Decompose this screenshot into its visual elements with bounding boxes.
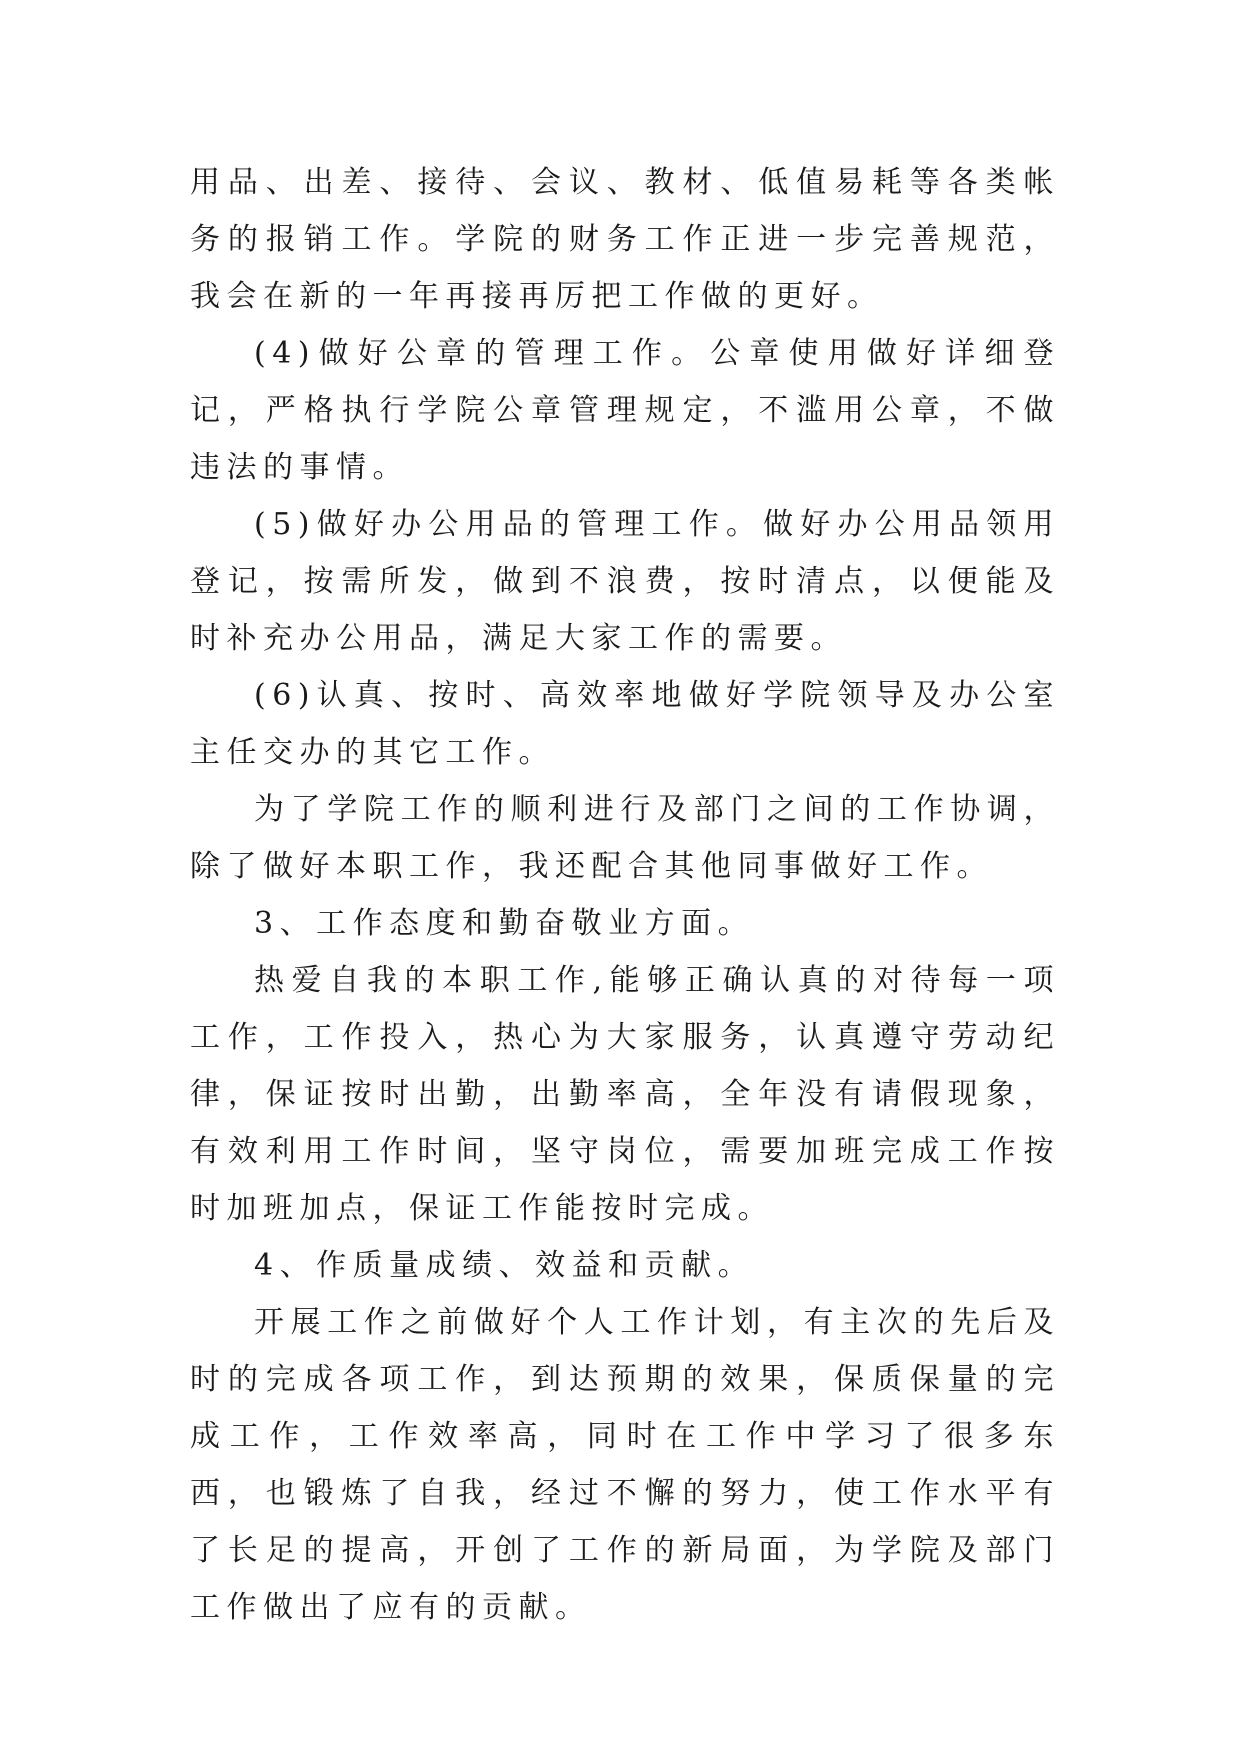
section-heading-contribution: 4、作质量成绩、效益和贡献。 xyxy=(254,1248,755,1283)
paragraph-reimbursement: 用品、出差、接待、会议、教材、低值易耗等各类帐务的报销工作。学院的财务工作正进一步完善规范，我会在新的一年再接再厉把工作做的更好。 xyxy=(190,165,1060,314)
paragraph-contribution: 开展工作之前做好个人工作计划，有主次的先后及时的完成各项工作，到达预期的效果，保质保量的完成工作，工作效率高，同时在工作中学习了很多东西，也锻炼了自我，经过不懈的努力，使工作水平有了长足的提高，开创了工作的新局面，为学院及部门工作做出了应有的贡献。 xyxy=(190,1305,1060,1625)
paragraph-cooperation: 为了学院工作的顺利进行及部门之间的工作协调，除了做好本职工作，我还配合其他同事做好工作。 xyxy=(190,792,1060,884)
paragraph-office-supplies: (5)做好办公用品的管理工作。做好办公用品领用登记，按需所发，做到不浪费，按时清点，以便能及时补充办公用品，满足大家工作的需要。 xyxy=(190,507,1060,656)
document-body xyxy=(190,154,1060,1636)
paragraph-seal-management: (4)做好公章的管理工作。公章使用做好详细登记，严格执行学院公章管理规定，不滥用公章，不做违法的事情。 xyxy=(190,336,1060,485)
section-heading-attitude: 3、工作态度和勤奋敬业方面。 xyxy=(254,906,755,941)
paragraph-attitude: 热爱自我的本职工作,能够正确认真的对待每一项工作，工作投入，热心为大家服务，认真遵守劳动纪律，保证按时出勤，出勤率高，全年没有请假现象，有效利用工作时间，坚守岗位，需要加班完成工作按时加班加点，保证工作能按时完成。 xyxy=(190,963,1060,1226)
paragraph-other-tasks: (6)认真、按时、高效率地做好学院领导及办公室主任交办的其它工作。 xyxy=(190,678,1060,770)
